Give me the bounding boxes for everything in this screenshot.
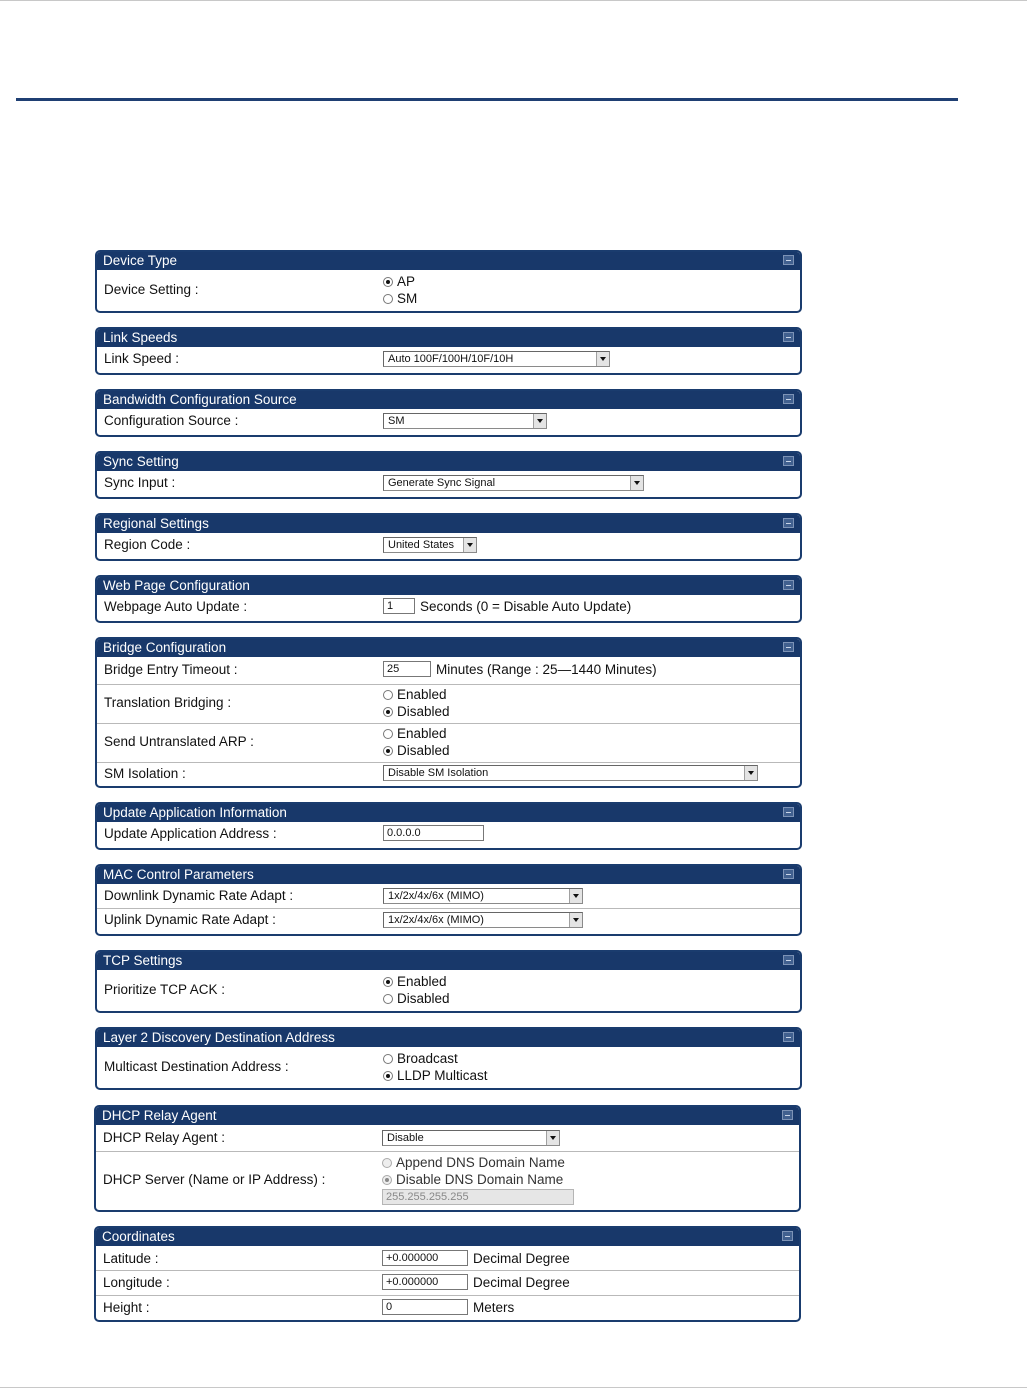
row-region-code (97, 533, 800, 559)
panel-header (97, 866, 800, 884)
panel-header (97, 391, 800, 409)
panel-title: Device Type (103, 253, 178, 268)
height-unit: Meters (473, 1299, 515, 1315)
radio-button[interactable] (383, 707, 393, 717)
panel-header (97, 515, 800, 533)
panel-bandwidth-config (95, 389, 802, 437)
row-translation-bridging (97, 684, 800, 723)
radio-option-enabled[interactable]: Enabled (383, 973, 450, 990)
chevron-down-icon[interactable] (569, 889, 582, 903)
longitude-control (382, 1274, 570, 1290)
field-label: Downlink Dynamic Rate Adapt : (104, 888, 294, 903)
collapse-icon[interactable] (783, 518, 794, 528)
row-bridge-entry-timeout (97, 657, 800, 684)
radio-option-disabled[interactable]: Disabled (383, 703, 450, 720)
field-label: Bridge Entry Timeout : (104, 662, 238, 677)
panel-link-speeds (95, 327, 802, 375)
radio-button[interactable] (383, 977, 393, 987)
panel-title: Regional Settings (103, 516, 209, 531)
row-link-speed (97, 347, 800, 373)
longitude-unit: Decimal Degree (473, 1274, 570, 1290)
panel-web-page-config (95, 575, 802, 623)
row-send-untranslated-arp (97, 723, 800, 762)
row-config-source (97, 409, 800, 435)
panel-title: Sync Setting (103, 454, 179, 469)
row-dhcp-relay-agent (96, 1125, 799, 1151)
auto-update-control (383, 598, 631, 614)
entry-timeout-input[interactable]: 25 (383, 661, 431, 677)
panel-header (97, 252, 800, 270)
radio-option-sm[interactable]: SM (383, 290, 417, 307)
field-label: Height : (103, 1300, 150, 1315)
latitude-unit: Decimal Degree (473, 1250, 570, 1266)
chevron-down-icon[interactable] (744, 766, 757, 780)
row-dhcp-server (96, 1151, 799, 1211)
radio-button[interactable] (383, 1071, 393, 1081)
panel-layer2-discovery (95, 1027, 802, 1090)
field-label: Sync Input : (104, 475, 176, 490)
auto-update-suffix: Seconds (0 = Disable Auto Update) (420, 598, 632, 614)
radio-option-disable-dns[interactable]: Disable DNS Domain Name (382, 1171, 574, 1188)
uplink-rate-select[interactable]: 1x/2x/4x/6x (MIMO) (383, 912, 583, 928)
bottom-border (0, 1387, 1027, 1388)
latitude-input[interactable]: +0.000000 (382, 1250, 468, 1266)
panel-title: Coordinates (102, 1229, 175, 1244)
row-uplink-rate-adapt (97, 908, 800, 933)
radio-button[interactable] (383, 729, 393, 739)
radio-button[interactable] (383, 690, 393, 700)
height-control (382, 1299, 514, 1315)
collapse-icon[interactable] (783, 1032, 794, 1042)
radio-option-lldp-multicast[interactable]: LLDP Multicast (383, 1067, 488, 1084)
panel-title: Link Speeds (103, 330, 178, 345)
panel-header (96, 1107, 799, 1125)
panel-title: TCP Settings (103, 953, 183, 968)
field-label: SM Isolation : (104, 766, 186, 781)
panel-coordinates (94, 1226, 801, 1322)
multicast-dest-radio-group (383, 1050, 488, 1084)
downlink-rate-select[interactable]: 1x/2x/4x/6x (MIMO) (383, 888, 583, 904)
radio-button[interactable] (383, 277, 393, 287)
radio-option-ap[interactable]: AP (383, 273, 417, 290)
chevron-down-icon[interactable] (533, 414, 546, 428)
collapse-icon[interactable] (783, 807, 794, 817)
row-height (96, 1295, 799, 1320)
entry-timeout-suffix: Minutes (Range : 25—1440 Minutes) (436, 661, 657, 677)
latitude-control (382, 1250, 570, 1266)
panel-regional-settings (95, 513, 802, 561)
field-label: Multicast Destination Address : (104, 1059, 289, 1074)
radio-option-append-dns[interactable]: Append DNS Domain Name (382, 1154, 574, 1171)
panel-title: MAC Control Parameters (103, 867, 254, 882)
field-label: DHCP Relay Agent : (103, 1130, 226, 1145)
link-speed-select[interactable]: Auto 100F/100H/10F/10H (383, 351, 610, 367)
tcp-ack-radio-group (383, 973, 450, 1007)
collapse-icon[interactable] (782, 1110, 793, 1120)
radio-option-broadcast[interactable]: Broadcast (383, 1050, 488, 1067)
panel-title: Bandwidth Configuration Source (103, 392, 297, 407)
dhcp-relay-agent-select[interactable]: Disable (382, 1130, 560, 1146)
radio-button[interactable] (382, 1158, 392, 1168)
row-latitude (96, 1246, 799, 1270)
radio-option-enabled[interactable]: Enabled (383, 686, 450, 703)
field-label: Translation Bridging : (104, 695, 232, 710)
radio-button[interactable] (383, 294, 393, 304)
section-divider (16, 98, 958, 101)
row-longitude (96, 1270, 799, 1295)
translation-bridging-radio-group (383, 686, 450, 720)
collapse-icon[interactable] (783, 456, 794, 466)
radio-button[interactable] (383, 746, 393, 756)
panel-sync-setting (95, 451, 802, 499)
height-input[interactable]: 0 (382, 1299, 468, 1315)
panel-header (97, 577, 800, 595)
field-label: Link Speed : (104, 351, 180, 366)
collapse-icon[interactable] (783, 394, 794, 404)
collapse-icon[interactable] (783, 642, 794, 652)
chevron-down-icon[interactable] (463, 538, 476, 552)
field-label: DHCP Server (Name or IP Address) : (103, 1172, 326, 1187)
field-label: Latitude : (103, 1251, 159, 1266)
chevron-down-icon[interactable] (569, 913, 582, 927)
row-webpage-auto-update (97, 595, 800, 621)
collapse-icon[interactable] (783, 255, 794, 265)
field-label: Device Setting : (104, 282, 199, 297)
panel-title: DHCP Relay Agent (102, 1108, 217, 1123)
panel-header (97, 639, 800, 657)
config-source-select[interactable]: SM (383, 413, 547, 429)
row-sm-isolation (97, 762, 800, 787)
field-label: Prioritize TCP ACK : (104, 982, 226, 997)
row-downlink-rate-adapt (97, 884, 800, 908)
chevron-down-icon[interactable] (546, 1131, 559, 1145)
entry-timeout-control (383, 661, 657, 677)
chevron-down-icon[interactable] (630, 476, 643, 490)
panel-title: Bridge Configuration (103, 640, 227, 655)
panel-mac-control (95, 864, 802, 936)
panel-bridge-config (95, 637, 802, 788)
panel-device-type (95, 250, 802, 313)
field-label: Webpage Auto Update : (104, 599, 248, 614)
panel-dhcp-relay (94, 1105, 801, 1212)
field-label: Longitude : (103, 1275, 170, 1290)
device-setting-radio-group (383, 273, 417, 307)
row-device-setting (97, 270, 800, 311)
panel-header (97, 453, 800, 471)
radio-button[interactable] (383, 1054, 393, 1064)
field-label: Configuration Source : (104, 413, 239, 428)
chevron-down-icon[interactable] (596, 352, 609, 366)
panel-title: Layer 2 Discovery Destination Address (103, 1030, 335, 1045)
sm-isolation-select[interactable]: Disable SM Isolation (383, 765, 758, 781)
panel-title: Web Page Configuration (103, 578, 250, 593)
radio-option-enabled[interactable]: Enabled (383, 725, 450, 742)
field-label: Uplink Dynamic Rate Adapt : (104, 912, 276, 927)
collapse-icon[interactable] (783, 332, 794, 342)
untranslated-arp-radio-group (383, 725, 450, 759)
row-update-app-address (97, 822, 800, 848)
collapse-icon[interactable] (782, 1231, 793, 1241)
dhcp-server-input[interactable]: 255.255.255.255 (382, 1189, 574, 1205)
row-prioritize-tcp-ack (97, 970, 800, 1011)
panel-header (97, 952, 800, 970)
panel-header (97, 1029, 800, 1047)
top-border (0, 0, 1027, 1)
field-label: Send Untranslated ARP : (104, 734, 254, 749)
panel-header (97, 329, 800, 347)
row-sync-input (97, 471, 800, 497)
panel-header (97, 804, 800, 822)
panel-tcp-settings (95, 950, 802, 1013)
panel-header (96, 1228, 799, 1246)
radio-button[interactable] (383, 994, 393, 1004)
panel-title: Update Application Information (103, 805, 287, 820)
radio-option-disabled[interactable]: Disabled (383, 990, 450, 1007)
dhcp-server-control (382, 1154, 574, 1205)
sync-input-select[interactable]: Generate Sync Signal (383, 475, 644, 491)
auto-update-input[interactable]: 1 (383, 598, 415, 614)
collapse-icon[interactable] (783, 580, 794, 590)
longitude-input[interactable]: +0.000000 (382, 1274, 468, 1290)
row-multicast-destination (97, 1047, 800, 1088)
region-code-select[interactable]: United States (383, 537, 477, 553)
field-label: Region Code : (104, 537, 191, 552)
field-label: Update Application Address : (104, 826, 277, 841)
update-app-address-input[interactable]: 0.0.0.0 (383, 825, 484, 841)
collapse-icon[interactable] (783, 869, 794, 879)
radio-option-disabled[interactable]: Disabled (383, 742, 450, 759)
panel-update-app-info (95, 802, 802, 850)
collapse-icon[interactable] (783, 955, 794, 965)
radio-button[interactable] (382, 1175, 392, 1185)
